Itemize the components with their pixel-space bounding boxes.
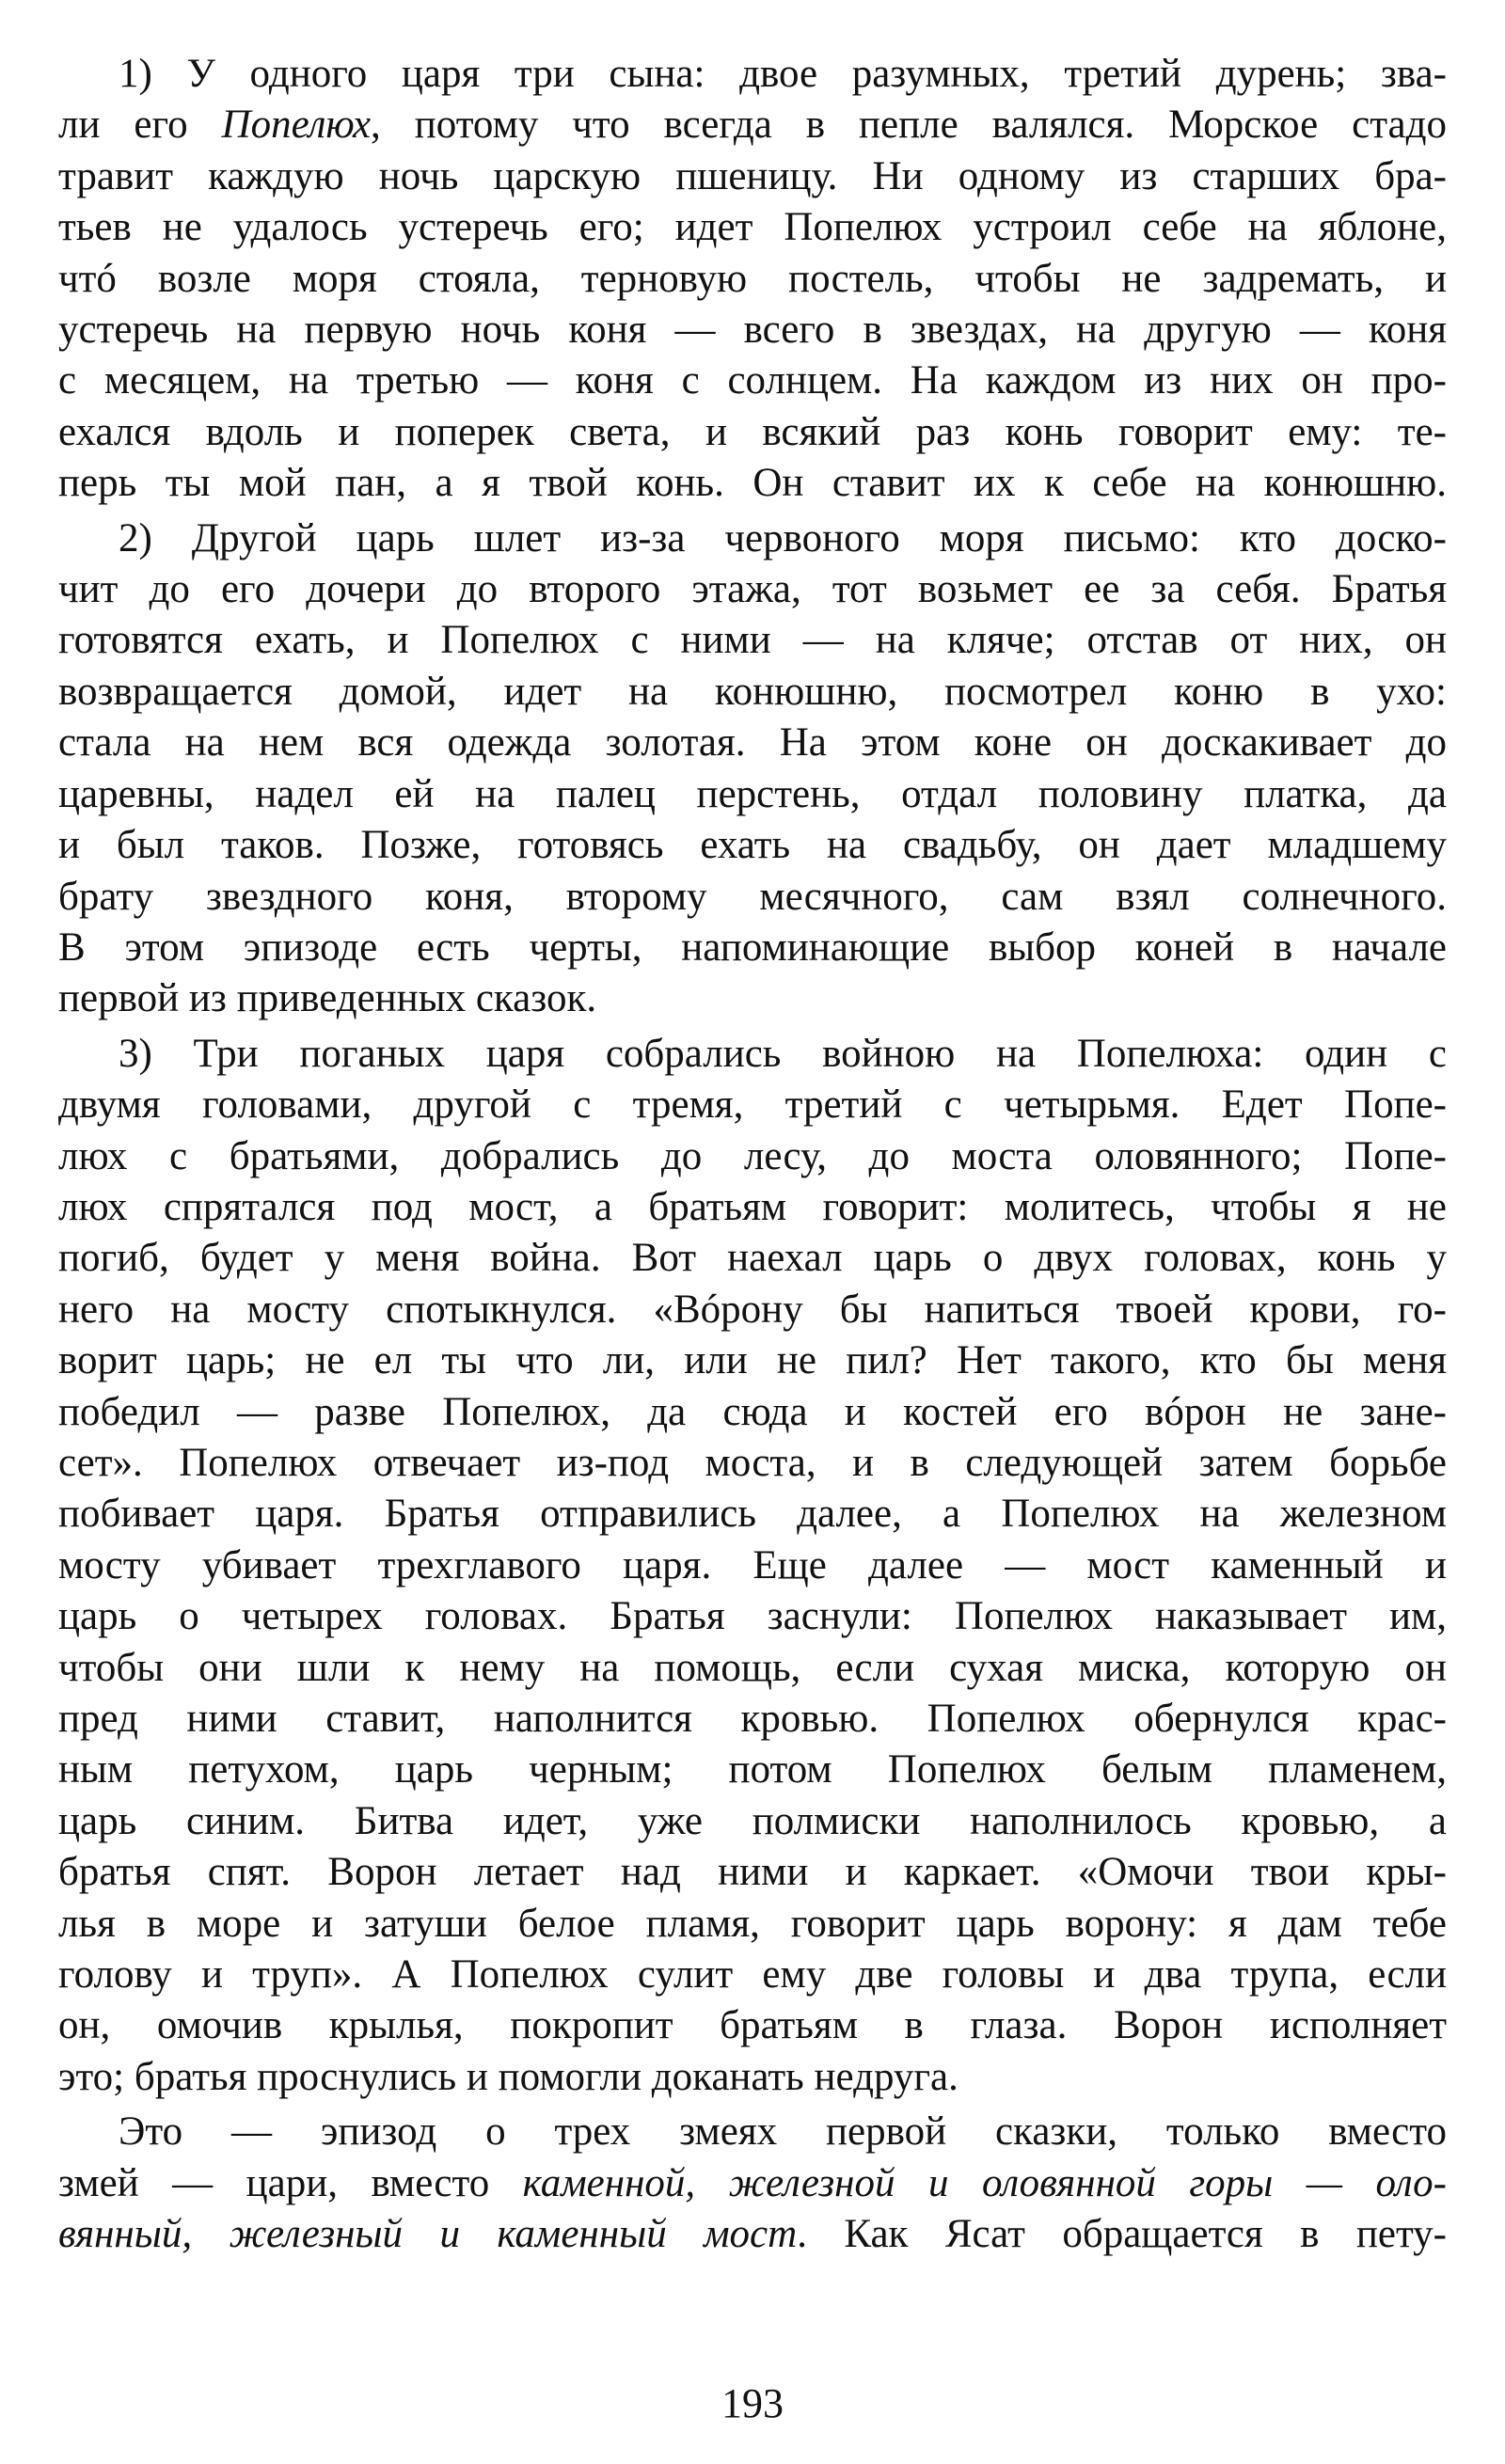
text-line: царь синим. Битва идет, уже полмиски наполнилось кровью, а: [58, 1798, 1447, 1843]
text-line: него на мосту спотыкнулся. «Вóрону бы напиться твоей крови, го-: [58, 1287, 1447, 1332]
italic-name: Попелюх: [221, 103, 372, 148]
page-number: 193: [721, 2380, 784, 2426]
text-line: люх с братьями, добрались до лесу, до моста оловянного; Попе-: [58, 1133, 1447, 1178]
text-line: чит до его дочери до второго этажа, тот возьмет ее за себя. Братья: [58, 567, 1447, 612]
text-line: устеречь на первую ночь коня — всего в звездах, на другую — коня: [58, 308, 1447, 353]
text-line: царевны, надел ей на палец перстень, отдал половину платка, да: [58, 771, 1447, 816]
text-line: 3) Три поганых царя собрались войною на Попелюха: один с: [119, 1031, 1447, 1076]
text-line: пред ними ставит, наполнится кровью. Попелюх обернулся крас-: [58, 1697, 1447, 1741]
text-fragment: , потому что всегда в пепле валялся. Морское стадо: [371, 103, 1447, 148]
text-fragment: ли его: [58, 103, 222, 148]
italic-phrase: каменной, железной и оловянной горы — оло-: [522, 2160, 1447, 2205]
text-line: лья в море и затуши белое пламя, говорит царь ворону: я дам тебе: [58, 1901, 1447, 1946]
text-line: мосту убивает трехглавого царя. Еще далее — мост каменный и: [58, 1542, 1447, 1587]
text-line: он, омочив крылья, покропит братьям в глаза. Ворон исполняет: [58, 2003, 1447, 2048]
paragraph-4: [58, 2107, 1447, 2260]
text-line: и был таков. Позже, готовясь ехать на свадьбу, он дает младшему: [58, 823, 1447, 868]
text-line: чтобы они шли к нему на помощь, если сухая миска, которую он: [58, 1645, 1447, 1690]
text-line: [58, 2209, 1447, 2260]
text-line: [58, 2158, 1447, 2209]
paragraph-1: [58, 49, 1447, 510]
text-line: с месяцем, на третью — коня с солнцем. На каждом из них он про-: [58, 358, 1447, 403]
page-body: [58, 49, 1447, 2260]
text-line: голову и труп». А Попелюх сулит ему две головы и два трупа, если: [58, 1952, 1447, 1998]
text-line: братья спят. Ворон летает над ними и каркает. «Омочи твои кры-: [58, 1850, 1447, 1895]
text-line: возвращается домой, идет на конюшню, посмотрел коню в ухо:: [58, 669, 1447, 714]
text-fragment: . Как Ясат обращается в пету-: [797, 2212, 1447, 2257]
text-line: чтó возле моря стояла, терновую постель, чтобы не задремать, и: [58, 256, 1447, 301]
text-line: это; братья проснулись и помогли доканать недруга.: [58, 2054, 958, 2099]
text-line: стала на нем вся одежда золотая. На этом коне он доскакивает до: [58, 720, 1447, 766]
paragraph-2: [58, 513, 1447, 1025]
text-line: В этом эпизоде есть черты, напоминающие выбор коней в начале: [58, 924, 1447, 970]
text-line: 1) У одного царя три сына: двое разумных, третий дурень; зва-: [119, 52, 1447, 96]
text-line: перь ты мой пан, а я твой конь. Он ставит их к себе на конюшню.: [58, 461, 1447, 506]
text-line: побивает царя. Братья отправились далее, а Попелюх на железном: [58, 1492, 1447, 1537]
text-line: ехался вдоль и поперек света, и всякий раз конь говорит ему: те-: [58, 409, 1447, 454]
text-line: царь о четырех головах. Братья заснули: Попелюх наказывает им,: [58, 1594, 1447, 1639]
text-line: сет». Попелюх отвечает из-под моста, и в следующей затем борьбе: [58, 1440, 1447, 1485]
text-line: победил — разве Попелюх, да сюда и костей его вóрон не зане-: [58, 1389, 1447, 1434]
text-line: Это — эпизод о трех змеях первой сказки, только вместо: [119, 2109, 1447, 2155]
text-line: [58, 100, 1447, 150]
text-line: двумя головами, другой с тремя, третий с четырьмя. Едет Попе-: [58, 1082, 1447, 1128]
text-line: брату звездного коня, второму месячного, сам взял солнечного.: [58, 874, 1447, 919]
text-fragment: змей — цари, вместо: [58, 2160, 523, 2205]
italic-phrase: вянный, железный и каменный мост: [58, 2212, 798, 2257]
text-line: погиб, будет у меня война. Вот наехал царь о двух головах, конь у: [58, 1236, 1447, 1281]
text-line: люх спрятался под мост, а братьям говорит: молитесь, чтобы я не: [58, 1184, 1447, 1229]
text-line: ным петухом, царь черным; потом Попелюх белым пламенем,: [58, 1747, 1447, 1793]
text-line: первой из приведенных сказок.: [58, 976, 597, 1021]
text-line: готовятся ехать, и Попелюх с ними — на кляче; отстав от них, он: [58, 618, 1447, 663]
text-line: 2) Другой царь шлет из-за червоного моря письмо: кто доско-: [119, 515, 1447, 561]
text-line: ворит царь; не ел ты что ли, или не пил? Нет такого, кто бы меня: [58, 1338, 1447, 1383]
text-line: тьев не удалось устеречь его; идет Попелюх устроил себе на яблоне,: [58, 205, 1447, 250]
paragraph-3: [58, 1029, 1447, 2104]
text-line: травит каждую ночь царскую пшеницу. Ни одному из старших бра-: [58, 153, 1447, 198]
